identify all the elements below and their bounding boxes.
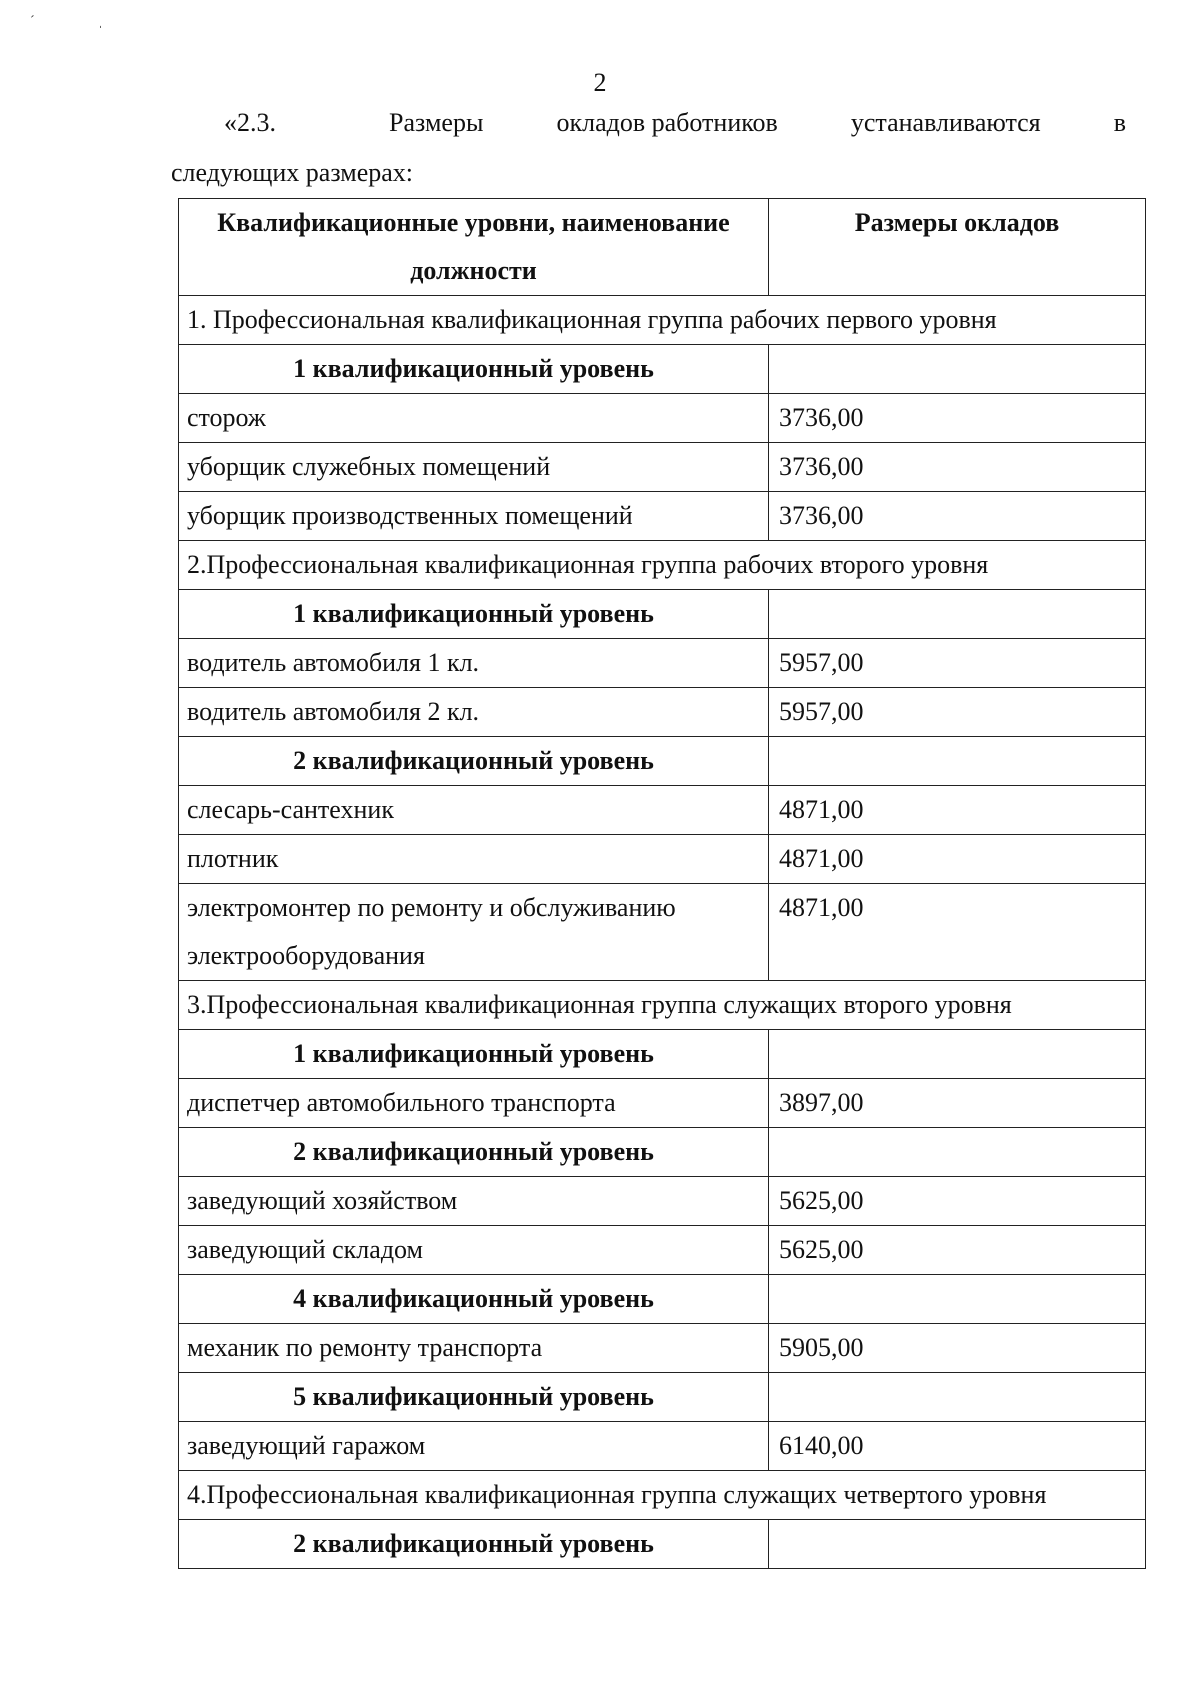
intro-word-5: в	[1113, 108, 1126, 137]
table-row	[179, 1177, 1146, 1226]
level-row	[179, 1275, 1146, 1324]
position-name: уборщик производственных помещений	[179, 492, 769, 541]
table-row	[179, 1324, 1146, 1373]
empty-value-cell	[769, 737, 1146, 786]
level-title: 1 квалификационный уровень	[179, 590, 769, 639]
table-row	[179, 394, 1146, 443]
salary-value: 5905,00	[769, 1324, 1146, 1373]
position-name: водитель автомобиля 1 кл.	[179, 639, 769, 688]
position-name: сторож	[179, 394, 769, 443]
group-row	[179, 1471, 1146, 1520]
position-name: заведующий складом	[179, 1226, 769, 1275]
salary-value: 5957,00	[769, 688, 1146, 737]
table-row	[179, 639, 1146, 688]
empty-value-cell	[769, 590, 1146, 639]
salary-value: 5625,00	[769, 1226, 1146, 1275]
group-title: 1. Профессиональная квалификационная группа рабочих первого уровня	[179, 296, 1146, 345]
empty-value-cell	[769, 1030, 1146, 1079]
salary-value: 3736,00	[769, 394, 1146, 443]
table-row	[179, 1422, 1146, 1471]
intro-line-2: следующих размерах:	[171, 158, 413, 187]
intro-line-1	[171, 98, 1126, 148]
salary-value: 3897,00	[769, 1079, 1146, 1128]
intro-word-2: Размеры	[389, 108, 484, 137]
scan-corner-marks: ˊ ˌ	[30, 14, 133, 29]
group-row	[179, 541, 1146, 590]
table-row	[179, 688, 1146, 737]
level-title: 2 квалификационный уровень	[179, 737, 769, 786]
intro-paragraph	[171, 98, 1126, 198]
position-name: заведующий хозяйством	[179, 1177, 769, 1226]
group-title: 2.Профессиональная квалификационная группа рабочих второго уровня	[179, 541, 1146, 590]
group-title: 3.Профессиональная квалификационная группа служащих второго уровня	[179, 981, 1146, 1030]
empty-value-cell	[769, 345, 1146, 394]
empty-value-cell	[769, 1275, 1146, 1324]
salary-value: 3736,00	[769, 443, 1146, 492]
table-row	[179, 835, 1146, 884]
level-row	[179, 1373, 1146, 1422]
header-qualification-levels: Квалификационные уровни, наименование должности	[179, 199, 769, 296]
table-row	[179, 884, 1146, 981]
table-row	[179, 1079, 1146, 1128]
table-row	[179, 786, 1146, 835]
salary-value: 3736,00	[769, 492, 1146, 541]
position-name: слесарь-сантехник	[179, 786, 769, 835]
intro-word-4: устанавливаются	[850, 108, 1041, 137]
salary-value: 4871,00	[769, 884, 1146, 981]
header-salary-sizes: Размеры окладов	[769, 199, 1146, 296]
level-title: 4 квалификационный уровень	[179, 1275, 769, 1324]
salary-value: 6140,00	[769, 1422, 1146, 1471]
table-row	[179, 443, 1146, 492]
position-name: механик по ремонту транспорта	[179, 1324, 769, 1373]
table-header-row	[179, 199, 1146, 296]
salary-table	[178, 198, 1146, 1569]
level-row	[179, 345, 1146, 394]
level-title: 1 квалификационный уровень	[179, 345, 769, 394]
position-name: диспетчер автомобильного транспорта	[179, 1079, 769, 1128]
salary-value: 5957,00	[769, 639, 1146, 688]
position-name: плотник	[179, 835, 769, 884]
level-title: 2 квалификационный уровень	[179, 1128, 769, 1177]
table-body	[179, 296, 1146, 1569]
position-name: заведующий гаражом	[179, 1422, 769, 1471]
salary-value: 4871,00	[769, 835, 1146, 884]
empty-value-cell	[769, 1520, 1146, 1569]
position-name: уборщик служебных помещений	[179, 443, 769, 492]
table-row	[179, 492, 1146, 541]
level-row	[179, 1128, 1146, 1177]
empty-value-cell	[769, 1373, 1146, 1422]
group-row	[179, 296, 1146, 345]
table-row	[179, 1226, 1146, 1275]
level-title: 1 квалификационный уровень	[179, 1030, 769, 1079]
group-row	[179, 981, 1146, 1030]
level-row	[179, 1520, 1146, 1569]
intro-word-3: окладов работников	[556, 108, 778, 137]
intro-word-1: «2.3.	[224, 108, 276, 137]
level-row	[179, 737, 1146, 786]
empty-value-cell	[769, 1128, 1146, 1177]
group-title: 4.Профессиональная квалификационная группа служащих четвертого уровня	[179, 1471, 1146, 1520]
position-name: электромонтер по ремонту и обслуживанию электрооборудования	[179, 884, 769, 981]
page-number: 2	[593, 68, 607, 97]
position-name: водитель автомобиля 2 кл.	[179, 688, 769, 737]
level-row	[179, 1030, 1146, 1079]
level-title: 2 квалификационный уровень	[179, 1520, 769, 1569]
salary-value: 5625,00	[769, 1177, 1146, 1226]
level-row	[179, 590, 1146, 639]
level-title: 5 квалификационный уровень	[179, 1373, 769, 1422]
salary-value: 4871,00	[769, 786, 1146, 835]
